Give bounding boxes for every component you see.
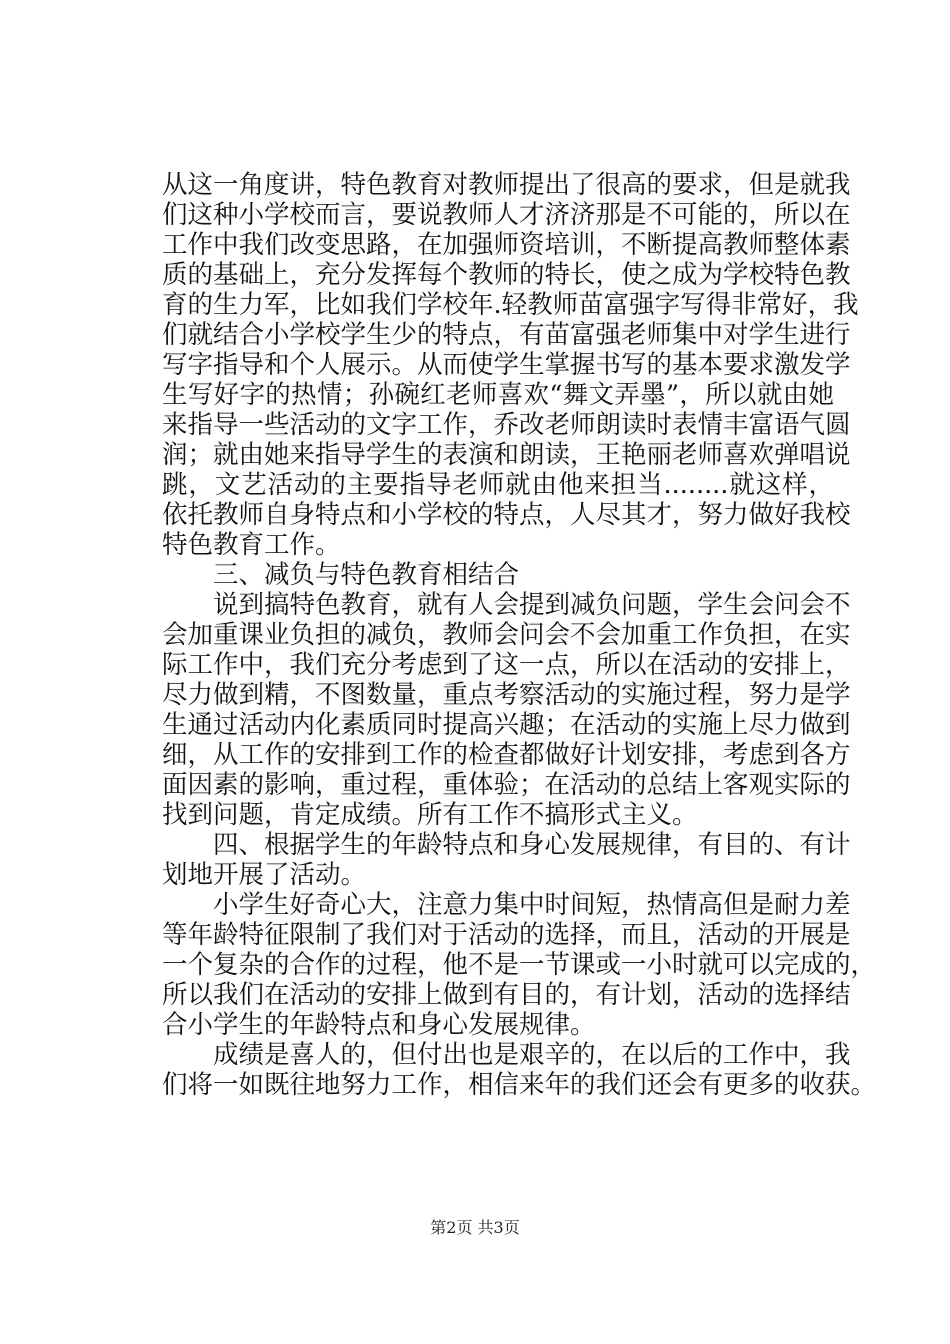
text-line: 跳，文艺活动的主要指导老师就由他来担当........就这样， bbox=[162, 470, 834, 500]
text-line: 一个复杂的合作的过程，他不是一节课或一小时就可以完成的， bbox=[162, 950, 877, 980]
text-line: 们就结合小学校学生少的特点，有苗富强老师集中对学生进行 bbox=[162, 320, 851, 350]
text-line: 写字指导和个人展示。从而使学生掌握书写的基本要求激发学 bbox=[162, 350, 851, 380]
text-line: 生通过活动内化素质同时提高兴趣；在活动的实施上尽力做到 bbox=[162, 710, 851, 740]
text-line: 们这种小学校而言，要说教师人才济济那是不可能的，所以在 bbox=[162, 200, 851, 230]
section-heading: 划地开展了活动。 bbox=[162, 860, 367, 890]
text-line: 成绩是喜人的，但付出也是艰辛的，在以后的工作中，我 bbox=[213, 1040, 851, 1070]
text-line: 等年龄特征限制了我们对于活动的选择，而且，活动的开展是 bbox=[162, 920, 851, 950]
text-line: 合小学生的年龄特点和身心发展规律。 bbox=[162, 1010, 596, 1040]
text-line: 细，从工作的安排到工作的检查都做好计划安排，考虑到各方 bbox=[162, 740, 851, 770]
page-footer bbox=[0, 1218, 950, 1238]
text-line: 所以我们在活动的安排上做到有目的，有计划，活动的选择结 bbox=[162, 980, 851, 1010]
text-line: 说到搞特色教育，就有人会提到减负问题，学生会问会不 bbox=[213, 590, 851, 620]
text-line: 生写好字的热情；孙碗红老师喜欢“舞文弄墨”，所以就由她 bbox=[162, 380, 834, 410]
text-line: 面因素的影响，重过程，重体验；在活动的总结上客观实际的 bbox=[162, 770, 851, 800]
page-number-label: 第2页 共3页 bbox=[430, 1218, 520, 1237]
text-line: 来指导一些活动的文字工作，乔改老师朗读时表情丰富语气圆 bbox=[162, 410, 851, 440]
text-line: 依托教师自身特点和小学校的特点，人尽其才，努力做好我校 bbox=[162, 500, 851, 530]
text-line: 从这一角度讲，特色教育对教师提出了很高的要求，但是就我 bbox=[162, 170, 851, 200]
text-line: 润；就由她来指导学生的表演和朗读，王艳丽老师喜欢弹唱说 bbox=[162, 440, 851, 470]
text-line: 质的基础上，充分发挥每个教师的特长，使之成为学校特色教 bbox=[162, 260, 851, 290]
section-heading: 三、减负与特色教育相结合 bbox=[213, 560, 520, 590]
text-line: 育的生力军，比如我们学校年.轻教师苗富强字写得非常好，我 bbox=[162, 290, 859, 320]
text-line: 会加重课业负担的减负，教师会问会不会加重工作负担，在实 bbox=[162, 620, 851, 650]
text-line: 找到问题，肯定成绩。所有工作不搞形式主义。 bbox=[162, 800, 698, 830]
text-line: 尽力做到精，不图数量，重点考察活动的实施过程，努力是学 bbox=[162, 680, 851, 710]
text-line: 工作中我们改变思路，在加强师资培训，不断提高教师整体素 bbox=[162, 230, 851, 260]
section-heading: 四、根据学生的年龄特点和身心发展规律，有目的、有计 bbox=[213, 830, 851, 860]
text-line: 际工作中，我们充分考虑到了这一点，所以在活动的安排上， bbox=[162, 650, 851, 680]
text-line: 特色教育工作。 bbox=[162, 530, 341, 560]
document-body bbox=[162, 170, 877, 1100]
text-line: 小学生好奇心大，注意力集中时间短，热情高但是耐力差 bbox=[213, 890, 851, 920]
text-line: 们将一如既往地努力工作，相信来年的我们还会有更多的收获。 bbox=[162, 1070, 877, 1100]
